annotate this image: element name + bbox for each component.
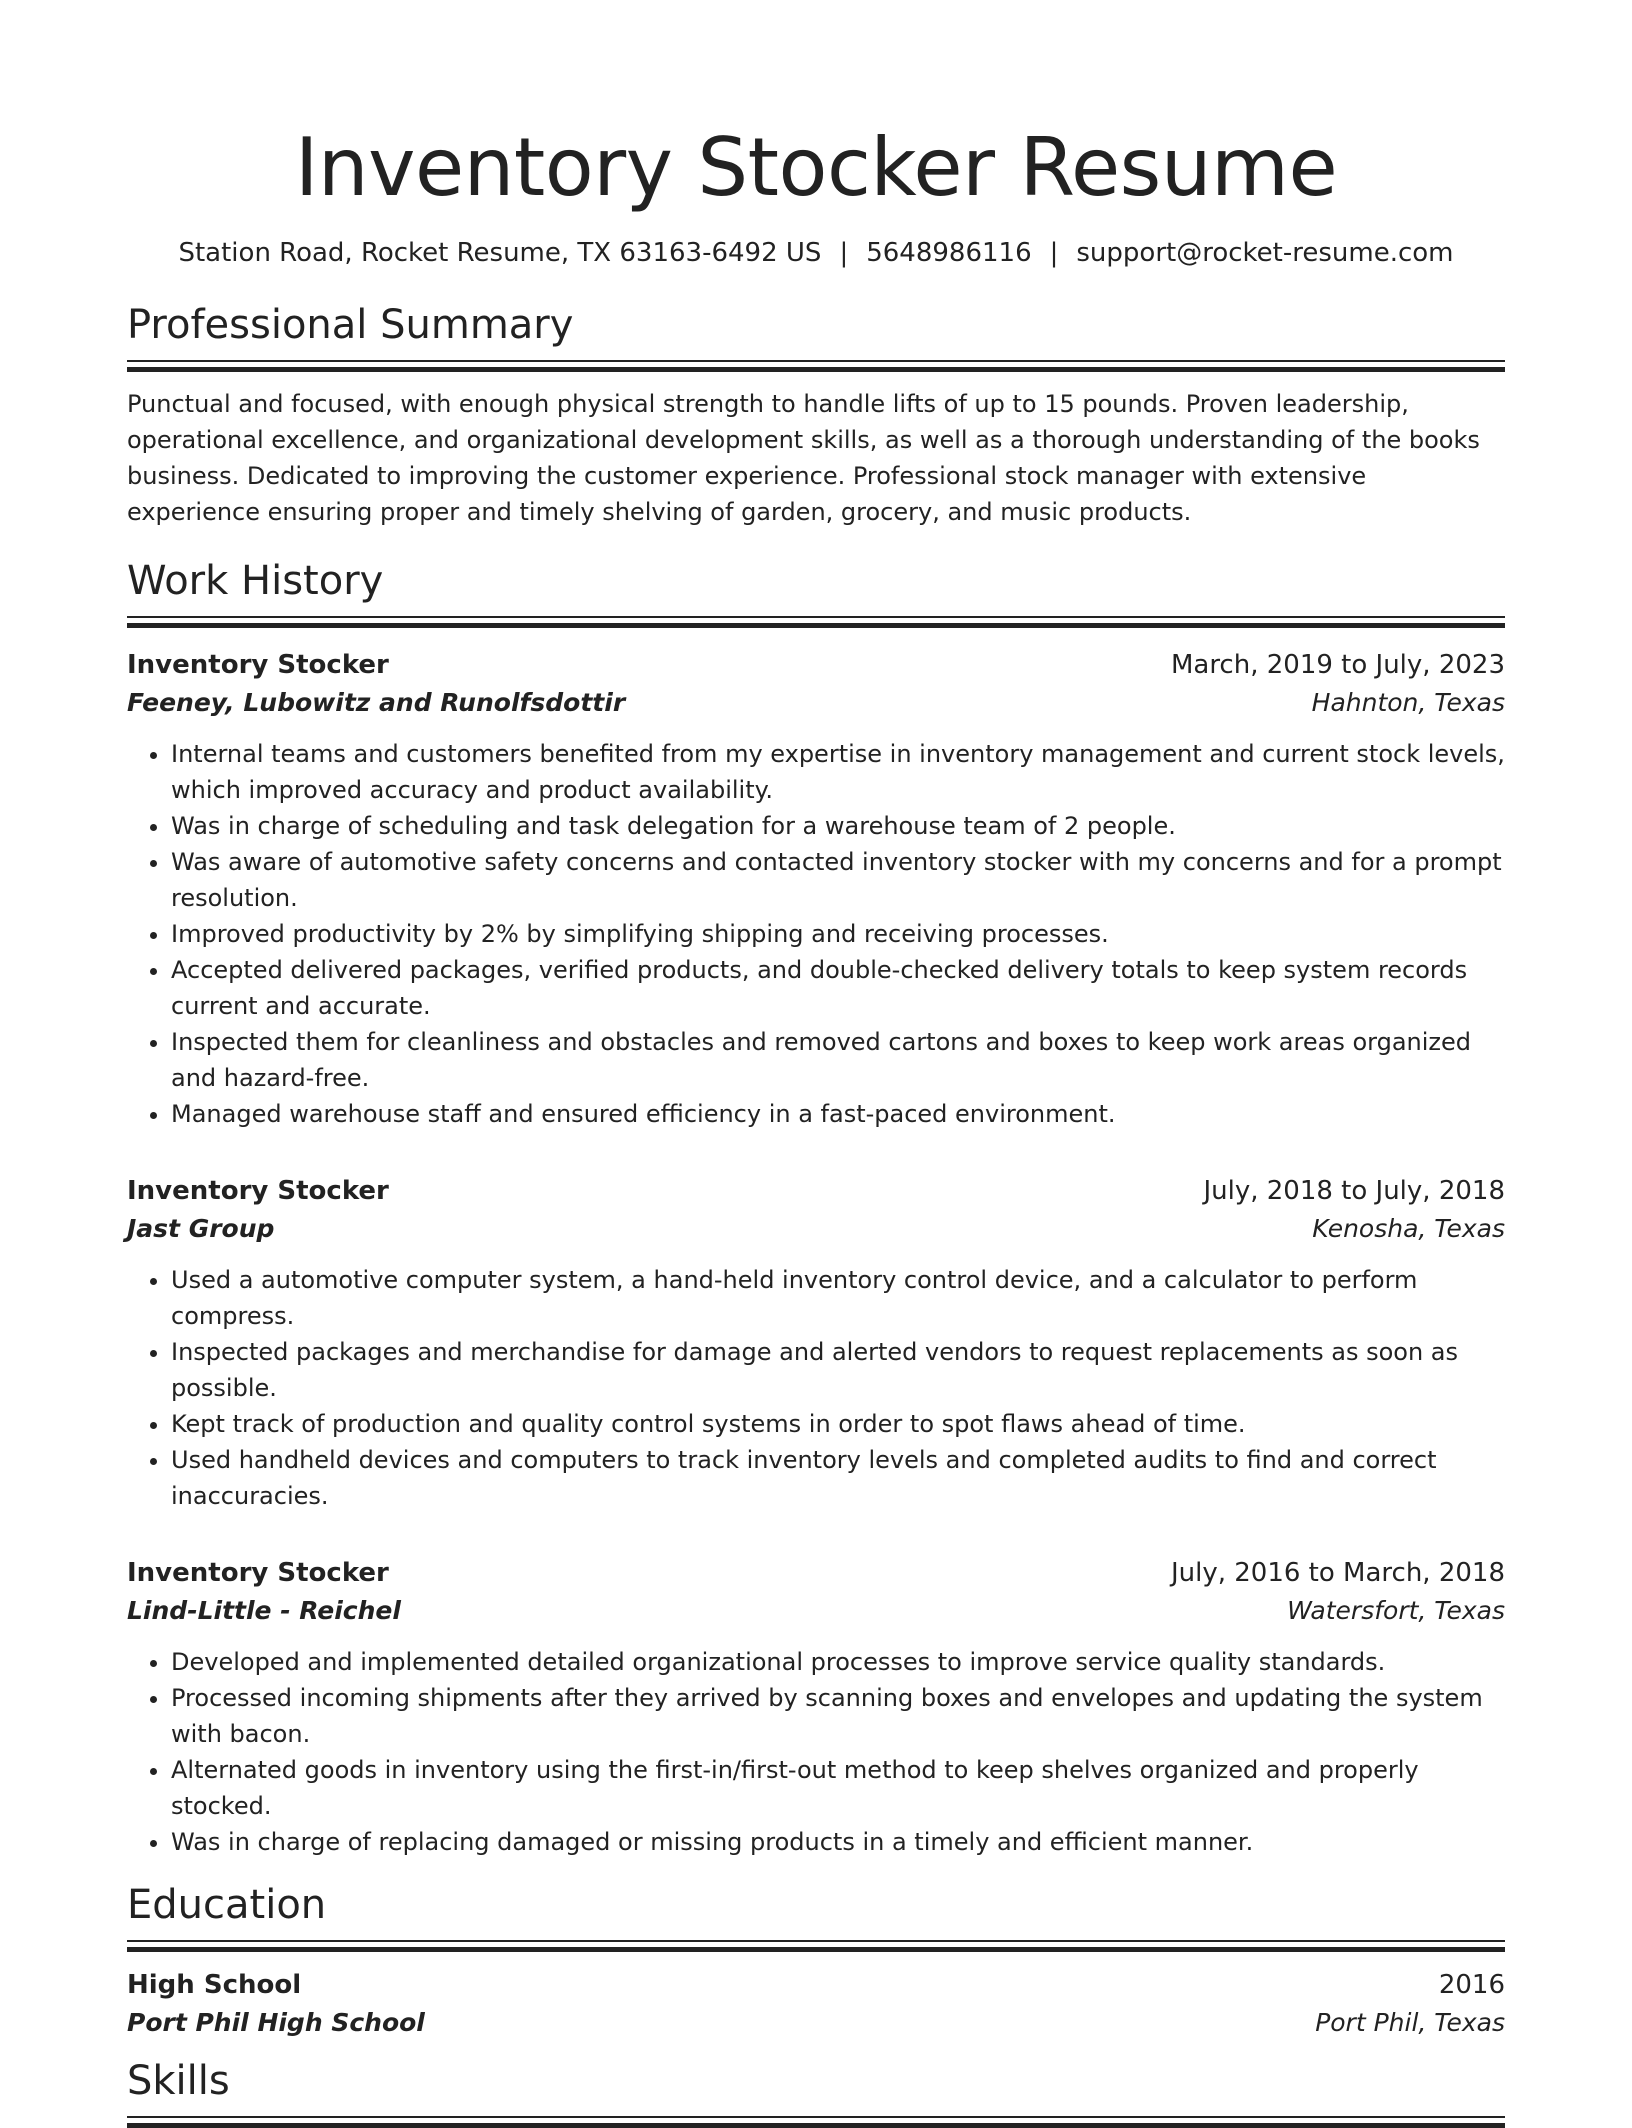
job-bullet: • Used a automotive computer system, a hand-held inventory control device, and a calculator to perform compress.: [171, 1262, 1505, 1334]
job-bullet: • Used handheld devices and computers to track inventory levels and completed audits to find and correct inaccuracies.: [171, 1442, 1505, 1514]
job-bullet: • Was aware of automotive safety concerns and contacted inventory stocker with my concerns and for a prompt resolution.: [171, 844, 1505, 916]
job-company: Jast Group: [127, 1214, 275, 1243]
education-heading: Education: [127, 1882, 327, 1928]
contact-address: Station Road, Rocket Resume, TX 63163-6492 US: [178, 238, 822, 268]
education-entry: [127, 1966, 1505, 2042]
summary-heading: Professional Summary: [127, 302, 574, 348]
job-bullet: • Was in charge of replacing damaged or missing products in a timely and efficient manner.: [171, 1824, 1505, 1860]
job-company-row: [127, 1592, 1505, 1630]
job-company-row: [127, 684, 1505, 722]
section-divider: [127, 1940, 1505, 1952]
education-degree: High School: [127, 1970, 302, 2000]
job-bullet: • Inspected packages and merchandise for damage and alerted vendors to request replacements as soon as possible.: [171, 1334, 1505, 1406]
job-header-row: [127, 1172, 1505, 1210]
summary-section: [127, 300, 1505, 530]
education-school: Port Phil High School: [127, 2008, 425, 2037]
job-bullet: • Processed incoming shipments after they arrived by scanning boxes and envelopes and updating the system with bacon.: [171, 1680, 1505, 1752]
job-bullet: • Inspected them for cleanliness and obstacles and removed cartons and boxes to keep work areas organized and hazard-free.: [171, 1024, 1505, 1096]
section-divider: [127, 360, 1505, 372]
contact-line: [127, 236, 1505, 270]
job-bullet: • Internal teams and customers benefited from my expertise in inventory management and current stock levels, which improved accuracy and product availability.: [171, 736, 1505, 808]
job-company-row: [127, 1210, 1505, 1248]
skills-heading: Skills: [127, 2058, 230, 2104]
job-title: Inventory Stocker: [127, 1558, 389, 1588]
education-school-row: [127, 2004, 1505, 2042]
job-company: Feeney, Lubowitz and Runolfsdottir: [127, 688, 626, 717]
job-location: Hahnton, Texas: [1311, 688, 1505, 717]
section-divider: [127, 616, 1505, 628]
section-divider: [127, 2116, 1505, 2128]
job-header-row: [127, 1554, 1505, 1592]
skills-section: [127, 2056, 1505, 2128]
job-title: Inventory Stocker: [127, 650, 389, 680]
education-location: Port Phil, Texas: [1315, 2008, 1505, 2037]
job-company: Lind-Little - Reichel: [127, 1596, 401, 1625]
education-section: [127, 1880, 1505, 2042]
work-history-heading: Work History: [127, 558, 384, 604]
job-header-row: [127, 646, 1505, 684]
job-bullet: • Developed and implemented detailed organizational processes to improve service quality standards.: [171, 1644, 1505, 1680]
job-dates: July, 2016 to March, 2018: [1170, 1558, 1505, 1588]
job-dates: March, 2019 to July, 2023: [1170, 650, 1505, 680]
job-location: Kenosha, Texas: [1312, 1214, 1505, 1243]
job-bullets: [127, 1644, 1505, 1860]
job-entry: [127, 1554, 1505, 1860]
job-entry: [127, 646, 1505, 1132]
education-year: 2016: [1438, 1970, 1505, 2000]
job-bullet: • Improved productivity by 2% by simplifying shipping and receiving processes.: [171, 916, 1505, 952]
job-bullet: • Kept track of production and quality control systems in order to spot flaws ahead of time.: [171, 1406, 1505, 1442]
job-title: Inventory Stocker: [127, 1176, 389, 1206]
job-dates: July, 2018 to July, 2018: [1203, 1176, 1505, 1206]
summary-text: Punctual and focused, with enough physical strength to handle lifts of up to 15 pounds. Proven leadership, operational excellence, and organizational development skills, as well as a thorough understanding of the books business. Dedicated to improving the customer experience. Professional stock manager with extensive experience ensuring proper and timely shelving of garden, grocery, and music products.: [127, 390, 1480, 526]
job-bullet: • Alternated goods in inventory using the first-in/first-out method to keep shelves organized and properly stocked.: [171, 1752, 1505, 1824]
job-bullet: • Accepted delivered packages, verified products, and double-checked delivery totals to keep system records current and accurate.: [171, 952, 1505, 1024]
work-history-section: [127, 556, 1505, 1860]
job-entry: [127, 1172, 1505, 1514]
education-header-row: [127, 1966, 1505, 2004]
resume-title: Inventory Stocker Resume: [294, 121, 1338, 214]
job-bullet: • Managed warehouse staff and ensured efficiency in a fast-paced environment.: [171, 1096, 1505, 1132]
job-location: Watersfort, Texas: [1287, 1596, 1505, 1625]
contact-phone: 5648986116: [866, 238, 1032, 268]
job-bullets: [127, 736, 1505, 1132]
job-bullet: • Was in charge of scheduling and task delegation for a warehouse team of 2 people.: [171, 808, 1505, 844]
contact-separator: |: [1049, 238, 1059, 268]
contact-email: support@rocket-resume.com: [1076, 238, 1454, 268]
contact-separator: |: [839, 238, 849, 268]
job-bullets: [127, 1262, 1505, 1514]
